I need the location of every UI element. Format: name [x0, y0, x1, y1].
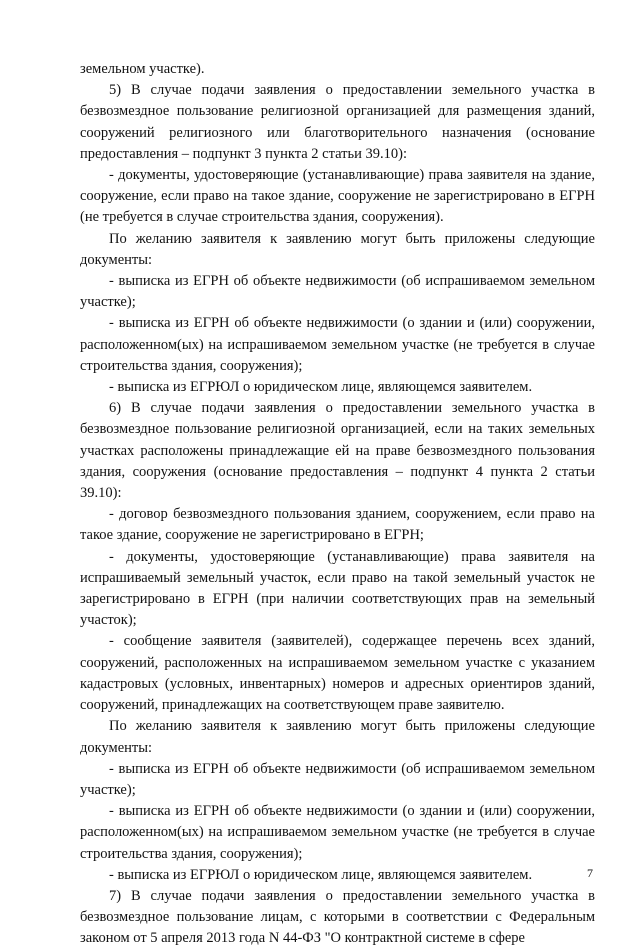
paragraph-item-6: 6) В случае подачи заявления о предоставлении земельного участка в безвозмездное пользование религиозной организацией, если на таких земельных участках расположены принадлежащие ей на праве безвозмездного пользования здания, сооружения (основание предоставления – подпункт 4 пункта 2 статьи 39.10): — [80, 400, 595, 502]
paragraph-item-5: 5) В случае подачи заявления о предоставлении земельного участка в безвозмездное пользование религиозной организацией для размещения зданий, сооружений религиозного или благотворительного назначения (основание предоставления – подпункт 3 пункта 2 статьи 39.10): — [80, 82, 595, 162]
paragraph-continuation: земельном участке). — [80, 61, 205, 77]
list-item-egrn-land-extract: - выписка из ЕГРН об объекте недвижимости (об испрашиваемом земельном участке); — [80, 760, 595, 798]
list-item-egrul-extract: - выписка из ЕГРЮЛ о юридическом лице, являющемся заявителем. — [109, 866, 533, 883]
page-number: 7 — [587, 866, 593, 880]
list-item-free-use-contract: - договор безвозмездного пользования зданием, сооружением, если право на такое здание, сооружение не зарегистрировано в ЕГРН; — [80, 506, 595, 544]
list-item-egrul-extract: - выписка из ЕГРЮЛ о юридическом лице, являющемся заявителем. — [109, 379, 533, 396]
list-item-egrn-land-extract: - выписка из ЕГРН об объекте недвижимости (об испрашиваемом земельном участке); — [80, 273, 595, 311]
list-item-egrn-building-extract: - выписка из ЕГРН об объекте недвижимости (о здании и (или) сооружении, расположенном(ых) на испрашиваемом земельном участке (не требуется в случае строительства здания, сооружения); — [80, 803, 595, 862]
list-item-ownership-documents: - документы, удостоверяющие (устанавливающие) права заявителя на здание, сооружение, если право на такое здание, сооружение не зарегистрировано в ЕГРН (не требуется в случае строительства здания, сооружения). — [80, 167, 595, 226]
list-item-land-rights-documents: - документы, удостоверяющие (устанавливающие) права заявителя на испрашиваемый земельный участок, если право на такой земельный участок не зарегистрировано в ЕГРН (при наличии соответствующих прав на земельный участок); — [80, 548, 595, 629]
document-body — [80, 59, 595, 950]
paragraph-item-7: 7) В случае подачи заявления о предоставлении земельного участка в безвозмездное пользование лицам, с которыми в соответствии с Федеральным законом от 5 апреля 2013 года N 44-ФЗ "О контрактной системе в сфере — [80, 887, 595, 947]
list-item-egrn-building-extract: - выписка из ЕГРН об объекте недвижимости (о здании и (или) сооружении, расположенном(ых) на испрашиваемом земельном участке (не требуется в случае строительства здания, сооружения); — [80, 315, 595, 374]
list-item-applicant-message: - сообщение заявителя (заявителей), содержащее перечень всех зданий, сооружений, расположенных на испрашиваемом земельном участке с указанием кадастровых (условных, инвентарных) номеров и адресных ориентиров зданий, сооружений, принадлежащих на соответствующем праве заявителю. — [80, 633, 595, 714]
paragraph-optional-documents: По желанию заявителя к заявлению могут быть приложены следующие документы: — [80, 718, 595, 756]
paragraph-optional-documents: По желанию заявителя к заявлению могут быть приложены следующие документы: — [80, 230, 595, 268]
